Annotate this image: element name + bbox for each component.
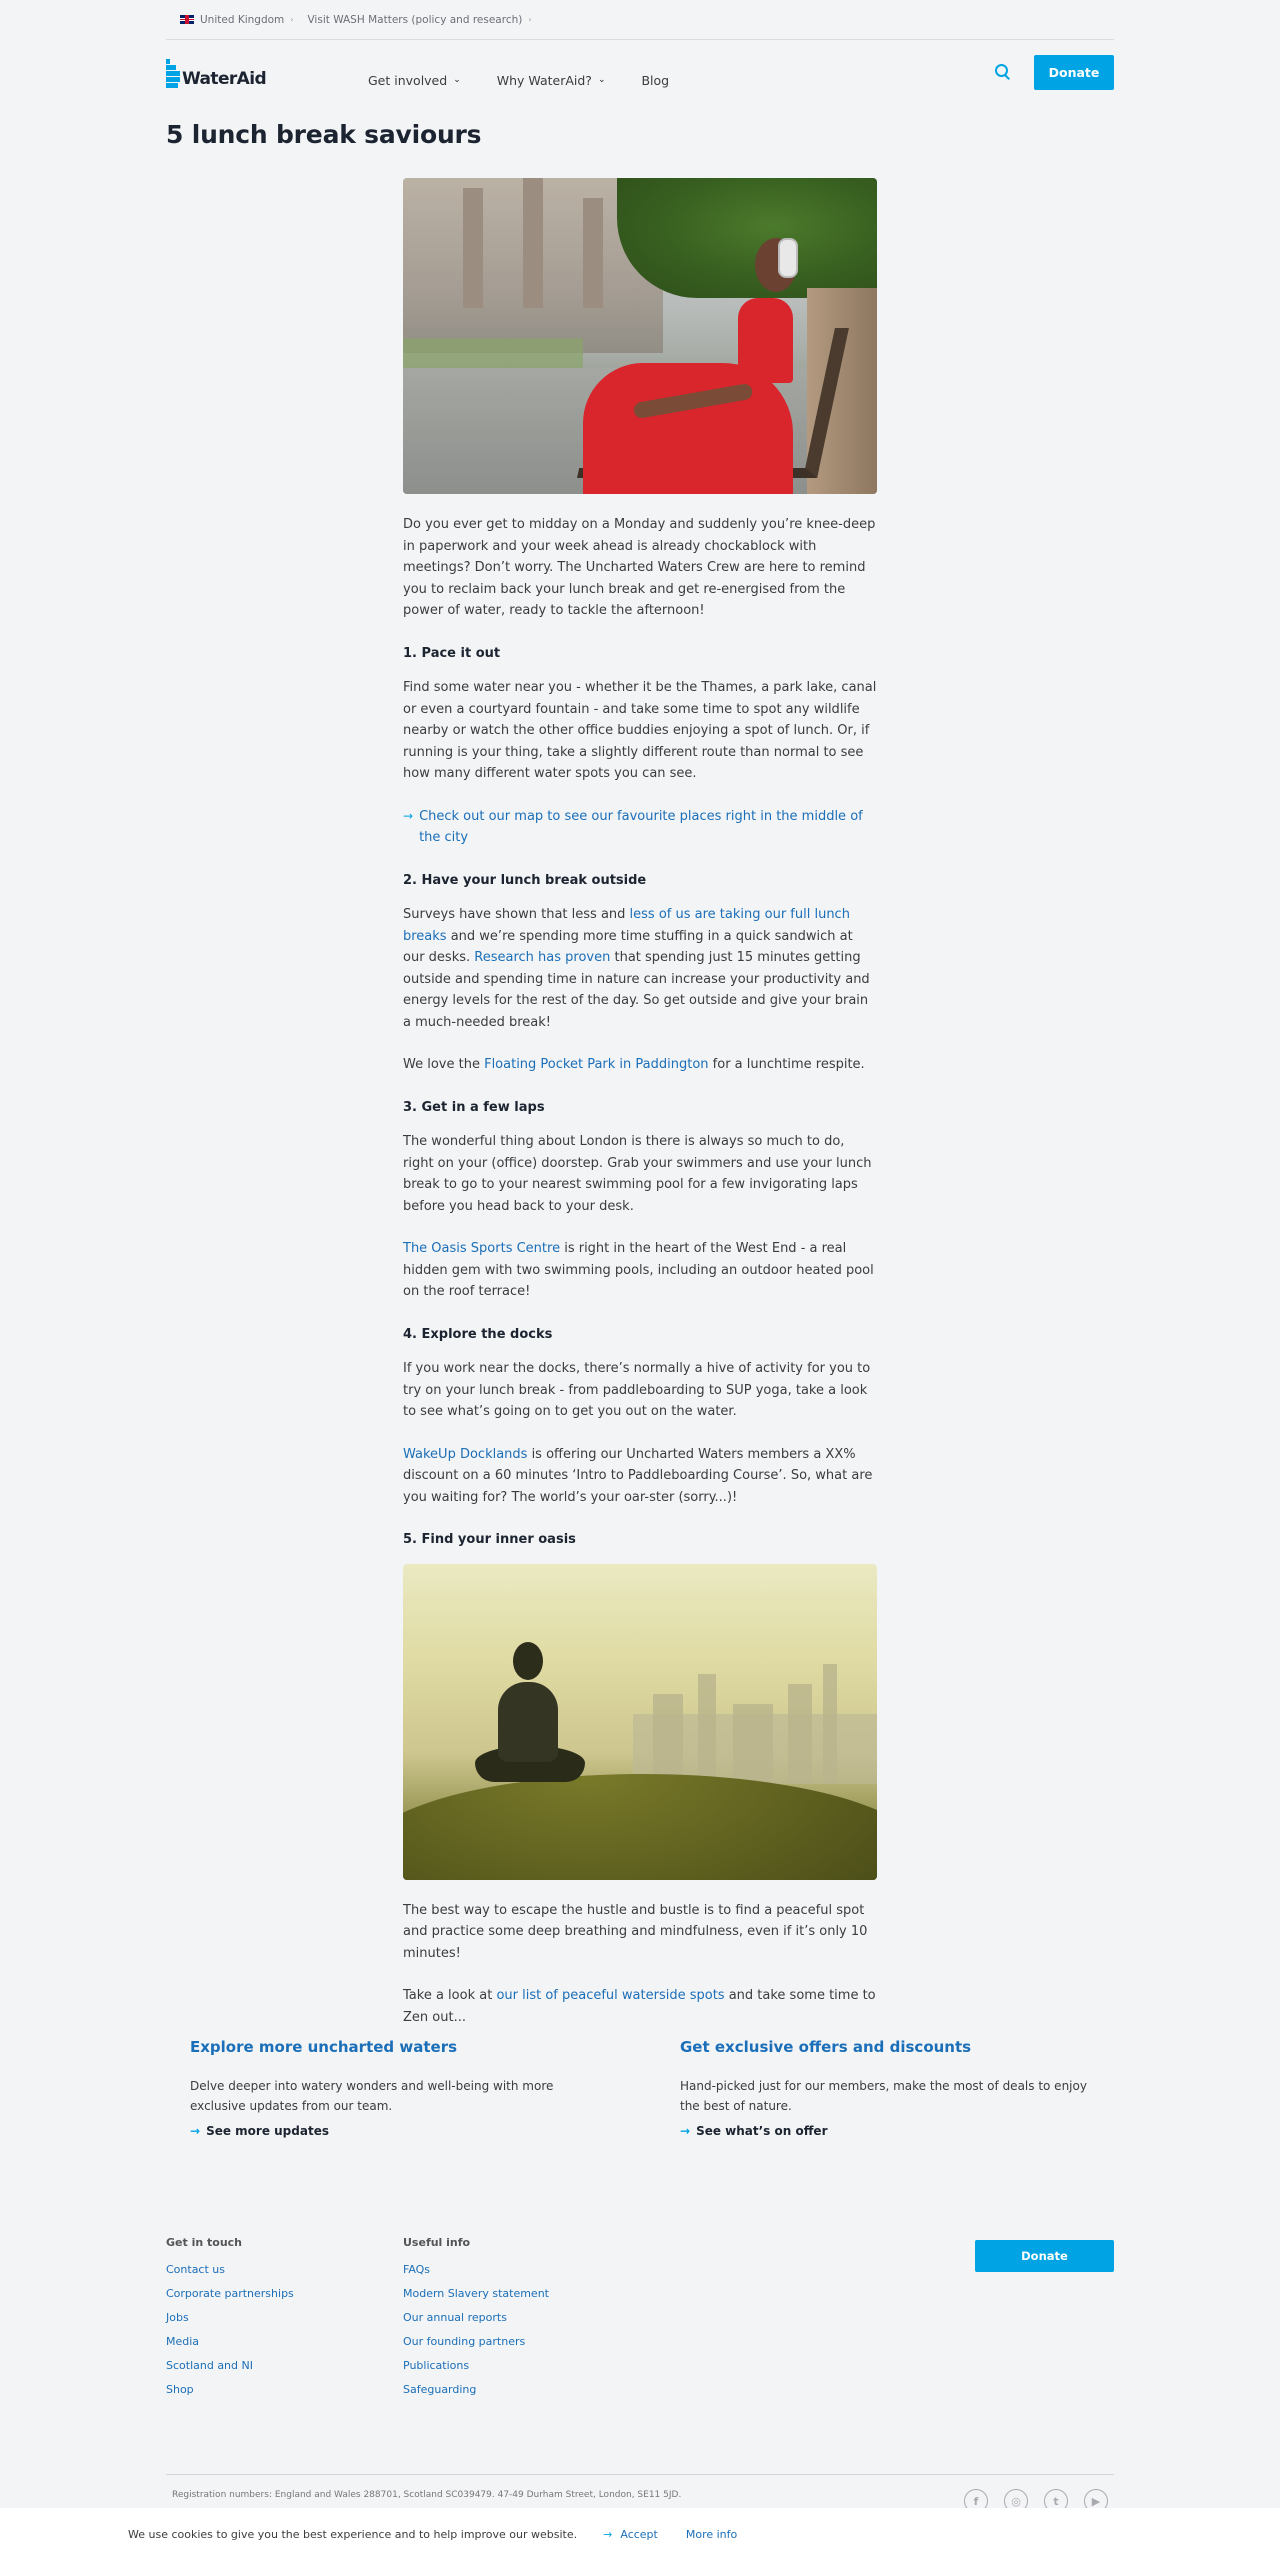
section-paragraph	[403, 1985, 877, 2028]
text: We love the	[403, 1057, 485, 1072]
text: for a lunchtime respite.	[708, 1057, 865, 1072]
header-actions	[992, 55, 1114, 90]
page-title: 5 lunch break saviours	[166, 120, 482, 149]
facebook-icon[interactable]: f	[964, 2489, 988, 2513]
meditation-image	[403, 1564, 877, 1880]
footer-donate-button[interactable]: Donate	[975, 2240, 1114, 2272]
text: Take a look at	[403, 1988, 497, 2003]
promo-text: Hand-picked just for our members, make the most of deals to enjoy the best of nature.	[680, 2079, 1087, 2113]
cookie-more-info-link[interactable]: More info	[685, 2527, 738, 2541]
text: is offering our Uncharted Waters members a XX% discount on a 60 minutes ‘Intro to Paddleboarding Course’. So, what are you waiting for? The world’s your oar-ster (sorry...)!	[403, 1446, 873, 1505]
wash-matters-link[interactable]	[307, 14, 545, 26]
logo-mark-icon	[166, 59, 180, 87]
map-link-label: Check out our map to see our favourite places right in the middle of the city	[419, 808, 863, 845]
arrow-right-icon: →	[603, 2527, 613, 2541]
section-heading: 1. Pace it out	[403, 645, 501, 661]
accept-label: Accept	[620, 2527, 658, 2541]
chevron-right-icon: ›	[528, 15, 532, 24]
footer-link[interactable]: Safeguarding	[403, 2383, 477, 2396]
footer-link[interactable]: Contact us	[166, 2263, 225, 2276]
footer-link[interactable]: Jobs	[166, 2311, 189, 2324]
site-footer	[166, 2236, 1114, 2476]
chevron-down-icon: ⌄	[453, 75, 461, 85]
arrow-right-icon: →	[680, 2124, 691, 2138]
lunch-break-survey-link[interactable]: less of us are taking our full lunch breaks	[403, 907, 850, 944]
section-paragraph	[403, 904, 877, 1033]
cookie-banner	[0, 2508, 1280, 2560]
section-paragraph: If you work near the docks, there’s normally a hive of activity for you to try on your lunch break - from paddleboarding to SUP yoga, take a look to see what’s going on to get you out on the water.	[403, 1361, 871, 1419]
section-paragraph	[403, 1444, 877, 1509]
youtube-icon[interactable]: ▶	[1084, 2489, 1108, 2513]
promo-link-label: See what’s on offer	[696, 2124, 828, 2138]
twitter-icon[interactable]: t	[1044, 2489, 1068, 2513]
section-paragraph	[403, 1238, 877, 1303]
promo-offers	[680, 2038, 1090, 2138]
site-header	[166, 40, 1114, 110]
arrow-right-icon: →	[190, 2124, 201, 2138]
oasis-sports-centre-link[interactable]: The Oasis Sports Centre	[403, 1241, 561, 1256]
text: that spending just 15 minutes getting outside and spending time in nature can increase your productivity and energy levels for the rest of the day. So get outside and give your brain a much-needed break!	[403, 950, 870, 1030]
donate-button[interactable]: Donate	[1034, 55, 1114, 90]
footer-link[interactable]: Our founding partners	[403, 2335, 526, 2348]
instagram-icon[interactable]: ◎	[1004, 2489, 1028, 2513]
promo-text: Delve deeper into watery wonders and well-being with more exclusive updates from our team.	[190, 2079, 554, 2113]
section-paragraph: The wonderful thing about London is there is always so much to do, right on your (office) doorstep. Grab your swimmers and use your lunch break to go to your nearest swimming pool for a few invigorating laps before you head back to your desk.	[403, 1134, 872, 1214]
cookie-accept-button[interactable]	[603, 2528, 658, 2541]
arrow-right-icon: →	[403, 808, 414, 823]
region-selector[interactable]	[180, 14, 307, 26]
research-link[interactable]: Research has proven	[474, 950, 611, 965]
footer-link[interactable]: Shop	[166, 2383, 194, 2396]
section-paragraph	[403, 1054, 877, 1076]
footer-col-get-in-touch	[166, 2236, 294, 2407]
uk-flag-icon	[180, 15, 194, 24]
footer-col-useful-info	[403, 2236, 549, 2407]
nav-label: Blog	[641, 72, 670, 88]
footer-link[interactable]: Corporate partnerships	[166, 2287, 294, 2300]
wateraid-logo[interactable]	[166, 61, 328, 89]
promo-title: Explore more uncharted waters	[190, 2038, 458, 2056]
pocket-park-link[interactable]: Floating Pocket Park in Paddington	[484, 1057, 709, 1072]
section-paragraph: Find some water near you - whether it be the Thames, a park lake, canal or even a courtyard fountain - and take some time to spot any wildlife nearby or watch the other office buddies enjoying a spot of lunch. Or, if running is your thing, take a slightly different route than normal to see how many different water spots you can see.	[403, 680, 877, 781]
registration-text: Registration numbers: England and Wales 288701, Scotland SC039479. 47-49 Durham Street, London, SE11 5JD.	[172, 2490, 682, 2500]
logo-text: WaterAid	[182, 69, 267, 89]
footer-link[interactable]: FAQs	[403, 2263, 431, 2276]
wash-matters-label: Visit WASH Matters (policy and research)	[307, 13, 523, 26]
section-heading: 2. Have your lunch break outside	[403, 872, 647, 888]
footer-link[interactable]: Our annual reports	[403, 2311, 507, 2324]
footer-heading: Get in touch	[166, 2236, 243, 2249]
promo-section	[190, 2038, 1090, 2138]
nav-label: Get involved	[368, 72, 448, 88]
chevron-right-icon: ›	[290, 15, 294, 24]
text: is right in the heart of the West End - a real hidden gem with two swimming pools, including an outdoor heated pool on the roof terrace!	[403, 1241, 874, 1299]
text: and we’re spending more time stuffing in a quick sandwich at our desks.	[403, 928, 853, 965]
nav-label: Why WaterAid?	[496, 72, 592, 88]
text: and take some time to Zen out...	[403, 1988, 876, 2025]
section-paragraph: The best way to escape the hustle and bustle is to find a peaceful spot and practice some deep breathing and mindfulness, even if it’s only 10 minutes!	[403, 1902, 868, 1961]
see-more-updates-link[interactable]	[190, 2124, 600, 2138]
footer-link[interactable]: Publications	[403, 2359, 470, 2372]
footer-link[interactable]: Scotland and NI	[166, 2359, 253, 2372]
footer-link[interactable]: Modern Slavery statement	[403, 2287, 549, 2300]
footer-link[interactable]: Media	[166, 2335, 200, 2348]
intro-paragraph: Do you ever get to midday on a Monday and suddenly you’re knee-deep in paperwork and your week ahead is already chockablock with meetings? Don’t worry. The Uncharted Waters Crew are here to remind you to reclaim back your lunch break and get re-energised from the power of water, ready to tackle the afternoon!	[403, 517, 876, 618]
region-label: United Kingdom	[200, 13, 285, 26]
chevron-down-icon: ⌄	[597, 75, 606, 85]
promo-link-label: See more updates	[206, 2124, 329, 2138]
section-heading: 4. Explore the docks	[403, 1326, 553, 1342]
waterside-spots-link[interactable]: our list of peaceful waterside spots	[496, 1988, 725, 2003]
text: Surveys have shown that less and	[403, 907, 630, 922]
promo-title: Get exclusive offers and discounts	[680, 2038, 972, 2056]
promo-explore	[190, 2038, 600, 2138]
section-heading: 3. Get in a few laps	[403, 1099, 545, 1115]
utility-bar	[166, 0, 1114, 40]
footer-heading: Useful info	[403, 2236, 471, 2249]
see-offers-link[interactable]	[680, 2124, 1090, 2138]
wakeup-docklands-link[interactable]: WakeUp Docklands	[403, 1446, 528, 1462]
nav-blog[interactable]	[641, 73, 669, 88]
nav-get-involved[interactable]	[368, 73, 461, 88]
hero-image-woman-on-bench	[403, 178, 877, 494]
article-body	[403, 178, 877, 2049]
nav-why-wateraid[interactable]	[497, 73, 606, 88]
cookie-message: We use cookies to give you the best experience and to help improve our website.	[128, 2527, 578, 2541]
search-icon[interactable]	[992, 61, 1014, 83]
main-nav	[368, 73, 705, 88]
map-link[interactable]	[403, 806, 877, 849]
section-heading: 5. Find your inner oasis	[403, 1532, 576, 1547]
